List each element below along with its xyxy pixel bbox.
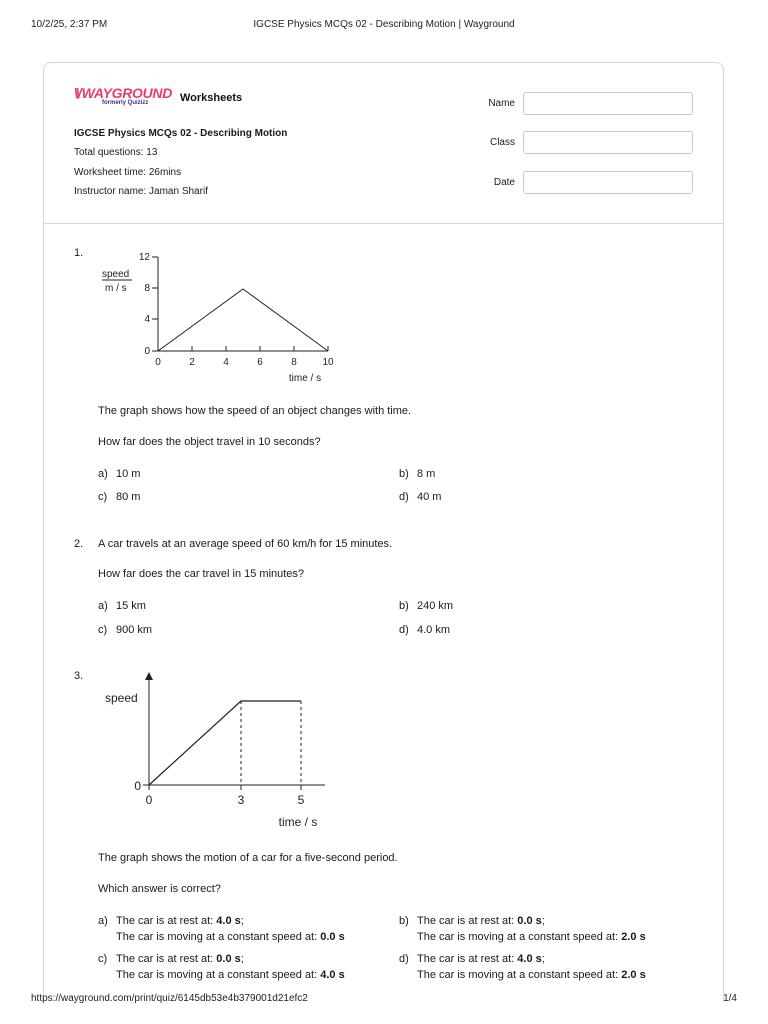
question-prompt: Which answer is correct? bbox=[98, 883, 221, 895]
y-tick: 0 bbox=[134, 779, 141, 793]
question-prompt: How far does the object travel in 10 seconds? bbox=[98, 436, 321, 448]
x-tick: 5 bbox=[297, 793, 305, 807]
speed-line bbox=[158, 289, 328, 351]
option-a[interactable]: a) The car is at rest at: 4.0 s; The car is moving at a constant speed at: 0.0 s bbox=[98, 915, 345, 943]
q3-speed-time-graph bbox=[100, 668, 340, 833]
worksheet-time: Worksheet time: 26mins bbox=[74, 167, 182, 178]
option-d[interactable]: d) 4.0 km bbox=[399, 624, 451, 636]
print-title: IGCSE Physics MCQs 02 - Describing Motion | Wayground bbox=[253, 19, 515, 30]
option-c[interactable]: c) The car is at rest at: 0.0 s; The car is moving at a constant speed at: 4.0 s bbox=[98, 953, 345, 981]
name-field[interactable] bbox=[523, 92, 693, 115]
option-a[interactable]: a) 10 m bbox=[98, 468, 141, 480]
logo-wordmark: WAYGROUND bbox=[81, 85, 173, 101]
x-tick: 0 bbox=[145, 793, 153, 807]
worksheet-header bbox=[44, 63, 723, 224]
x-label: time / s bbox=[278, 815, 318, 829]
x-tick: 2 bbox=[189, 357, 195, 368]
question-stem: A car travels at an average speed of 60 km/h for 15 minutes. bbox=[98, 538, 393, 550]
y-tick: 12 bbox=[138, 252, 150, 263]
question-prompt: How far does the car travel in 15 minutes? bbox=[98, 568, 305, 580]
x-tick: 4 bbox=[223, 357, 229, 368]
x-tick: 3 bbox=[237, 793, 245, 807]
x-label: time / s bbox=[288, 373, 322, 384]
y-tick: 8 bbox=[144, 283, 150, 294]
date-field[interactable] bbox=[523, 171, 693, 194]
option-c[interactable]: c) 900 km bbox=[98, 624, 153, 636]
class-label: Class bbox=[489, 137, 515, 148]
page-number: 1/4 bbox=[723, 993, 737, 1004]
name-label: Name bbox=[488, 98, 515, 109]
worksheets-label: Worksheets bbox=[180, 92, 243, 104]
y-label-speed: speed bbox=[105, 691, 138, 705]
option-a[interactable]: a) 15 km bbox=[98, 600, 146, 612]
class-field[interactable] bbox=[523, 131, 693, 154]
question-number: 2. bbox=[74, 538, 84, 550]
wayground-logo bbox=[74, 85, 172, 106]
option-b[interactable]: b) 240 km bbox=[399, 600, 454, 612]
print-datetime: 10/2/25, 2:37 PM bbox=[31, 19, 108, 30]
option-d[interactable]: d) The car is at rest at: 4.0 s; The car is moving at a constant speed at: 2.0 s bbox=[399, 953, 646, 981]
q1-speed-time-graph bbox=[95, 248, 345, 388]
total-questions: Total questions: 13 bbox=[74, 147, 158, 158]
instructor-name: Instructor name: Jaman Sharif bbox=[74, 186, 208, 197]
date-label: Date bbox=[493, 177, 515, 188]
question-stem: The graph shows the motion of a car for a five-second period. bbox=[98, 852, 398, 864]
option-b[interactable]: b) The car is at rest at: 0.0 s; The car is moving at a constant speed at: 2.0 s bbox=[399, 915, 646, 943]
question-number: 1. bbox=[74, 247, 84, 259]
question-stem: The graph shows how the speed of an object changes with time. bbox=[98, 405, 412, 417]
logo-mark-icon: \\/ bbox=[74, 85, 80, 101]
option-b[interactable]: b) 8 m bbox=[399, 468, 436, 480]
y-label-speed: speed bbox=[102, 269, 130, 280]
speed-line bbox=[149, 701, 301, 785]
y-tick: 4 bbox=[144, 314, 150, 325]
quiz-title: IGCSE Physics MCQs 02 - Describing Motion bbox=[74, 128, 288, 139]
y-label-unit: m / s bbox=[105, 283, 127, 294]
x-tick: 10 bbox=[322, 357, 334, 368]
x-tick: 0 bbox=[155, 357, 161, 368]
print-url: https://wayground.com/print/quiz/6145db53e4b379001d21efc2 bbox=[31, 993, 308, 1004]
y-tick: 0 bbox=[144, 346, 150, 357]
logo-subtitle: formerly Quizizz bbox=[102, 100, 149, 106]
x-tick: 8 bbox=[291, 357, 297, 368]
x-tick: 6 bbox=[257, 357, 263, 368]
option-d[interactable]: d) 40 m bbox=[399, 491, 442, 503]
option-c[interactable]: c) 80 m bbox=[98, 491, 141, 503]
question-number: 3. bbox=[74, 670, 84, 682]
